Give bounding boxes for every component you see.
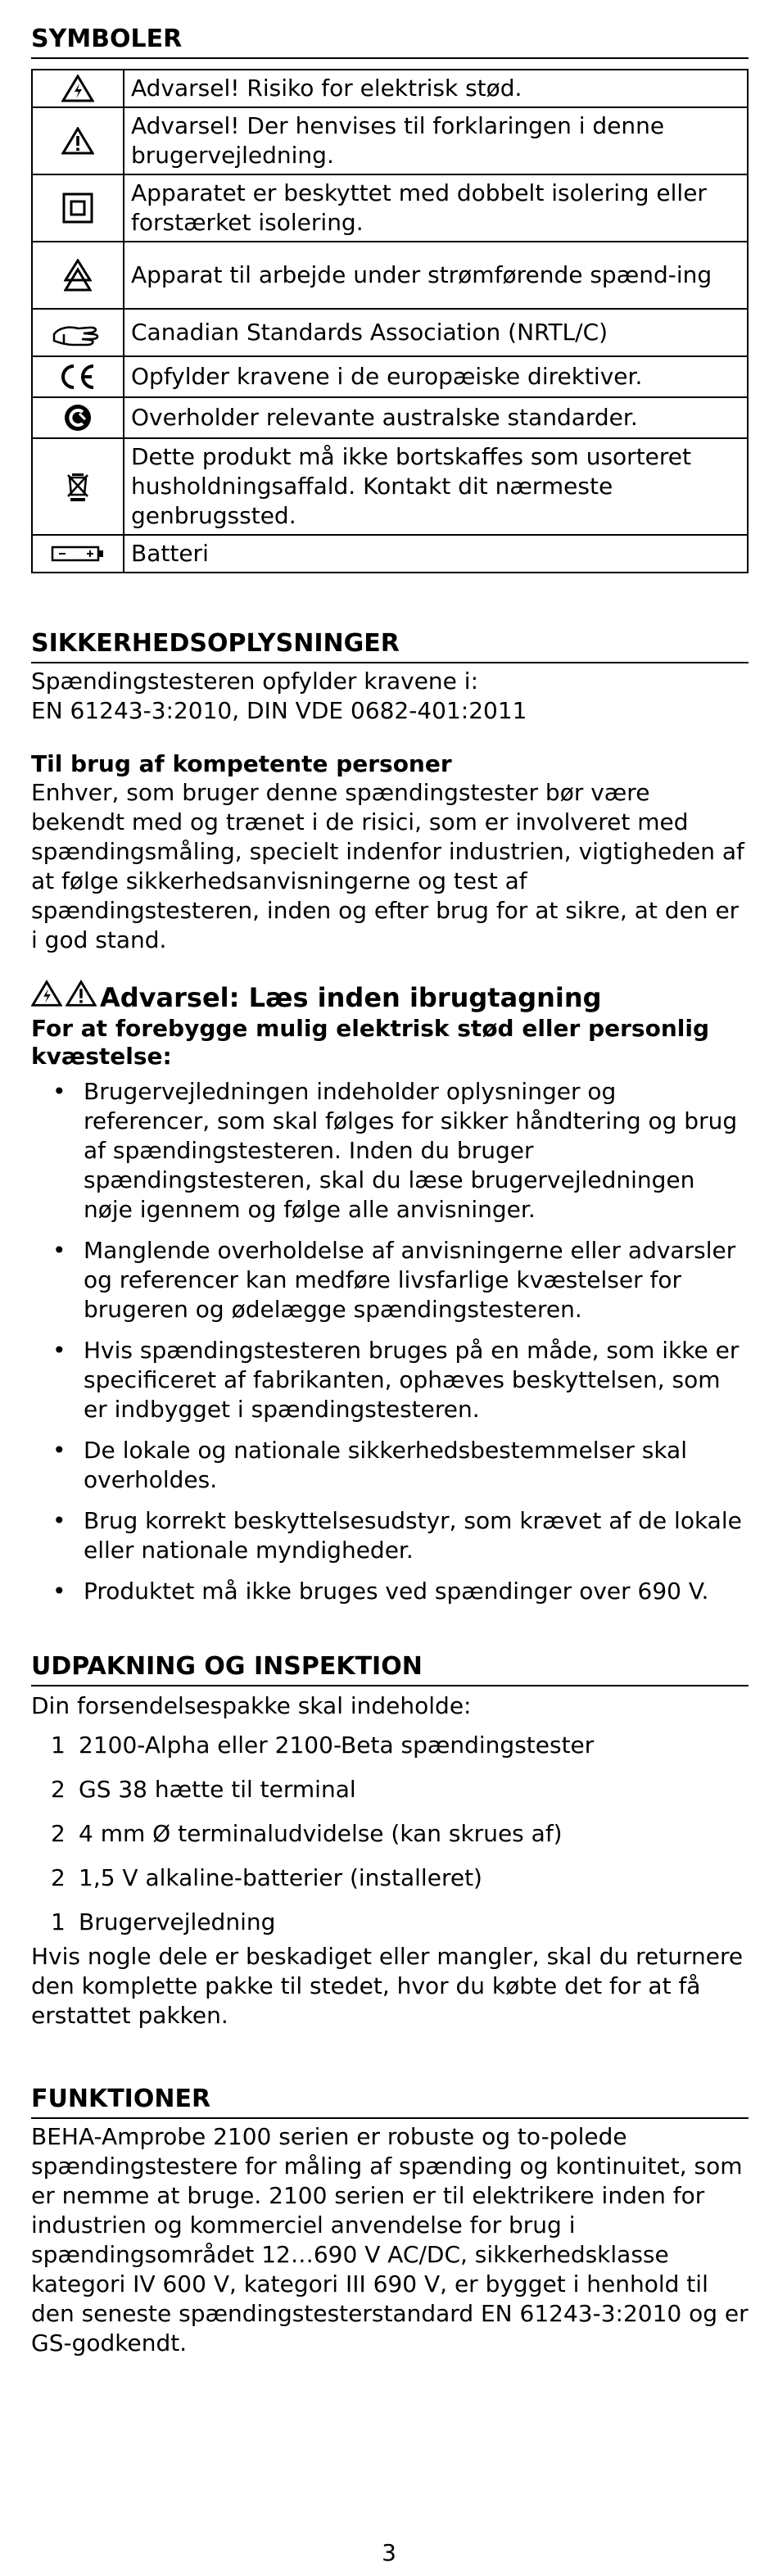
- item-text: GS 38 hætte til terminal: [79, 1776, 356, 1803]
- item-text: Brugervejledning: [79, 1908, 276, 1935]
- functions-title: FUNKTIONER: [31, 2085, 749, 2119]
- item-quantity: 2: [51, 1820, 66, 1847]
- list-item-text: Brugervejledningen indeholder oplysninger og referencer, som skal følges for sikker håndtering og brug af spændingstesteren. Inden du bruger spændingstesteren, skal du læse brugervejledningen nøje igennem og følge alle anvisninger.: [84, 1078, 738, 1223]
- list-item-text: Manglende overholdelse af anvisningerne eller advarsler og referencer kan medføre livsfarlige kvæstelser for brugeren og ødelægge spændingstesteren.: [84, 1237, 736, 1323]
- list-item-text: Hvis spændingstesteren bruges på en måde, som ikke er specificeret af fabrikanten, ophæves beskyttelsen, som er indbygget i spændingstesteren.: [84, 1337, 740, 1423]
- list-item: [31, 1577, 749, 1606]
- list-item: [31, 1077, 749, 1225]
- symbol-row: [32, 397, 748, 438]
- safety-title: SIKKERHEDSOPLYSNINGER: [31, 629, 749, 663]
- list-item: [31, 1731, 749, 1760]
- symbol-row: [32, 70, 748, 107]
- symbol-text: Overholder relevante australske standarder.: [124, 397, 748, 438]
- safety-intro-line: Spændingstesteren opfylder kravene i:: [31, 668, 479, 695]
- symbol-text: Advarsel! Der henvises til forklaringen i denne brugervejledning.: [124, 107, 748, 174]
- bullet-marker: •: [52, 1507, 66, 1534]
- live-work-triangle-icon: [33, 259, 123, 292]
- warning-heading-text: Advarsel: Læs inden ibrugtagning: [100, 981, 602, 1013]
- item-text: 4 mm Ø terminaludvidelse (kan skrues af): [79, 1820, 563, 1847]
- competent-text: Enhver, som bruger denne spændingstester bør være bekendt med og trænet i de risici, som er involveret med spændingsmåling, specielt indenfor industrien, vigtigheden af at følge sikkerhedsanvisningerne og test af spændingstesteren, inden og efter brug for at sikre, at den er i god stand.: [31, 779, 744, 953]
- bullet-marker: •: [52, 1578, 66, 1605]
- bullet-marker: •: [52, 1437, 66, 1464]
- safety-standards-line: EN 61243-3:2010, DIN VDE 0682-401:2011: [31, 697, 527, 724]
- symbol-text: Batteri: [124, 535, 748, 573]
- csa-mark-icon: [33, 316, 123, 349]
- symbol-row: [32, 309, 748, 356]
- warning-subheading: For at forebygge mulig elektrisk stød eller personlig kvæstelse:: [31, 1015, 709, 1070]
- list-item-text: Brug korrekt beskyttelsesudstyr, som krævet af de lokale eller nationale myndigheder.: [84, 1507, 742, 1564]
- warning-triangle-exclamation-icon: [66, 980, 100, 1015]
- unpacking-intro: Din forsendelsespakke skal indeholde:: [31, 1692, 472, 1719]
- symbol-row: [32, 174, 748, 242]
- symbol-text: Apparat til arbejde under strømførende spænd-ing: [124, 242, 748, 309]
- page-number: 3: [382, 2539, 396, 2566]
- competent-heading: Til brug af kompetente personer: [31, 750, 452, 777]
- symbol-row: [32, 438, 748, 535]
- symbols-title: SYMBOLER: [31, 25, 749, 59]
- list-item: [31, 1775, 749, 1804]
- c-tick-mark-icon: [33, 403, 123, 432]
- manual-page: [31, 25, 749, 2358]
- warning-triangle-lightning-icon: [31, 980, 66, 1015]
- list-item: [31, 1336, 749, 1424]
- double-insulation-icon: [33, 192, 123, 224]
- symbol-text: Opfylder kravene i de europæiske direktiver.: [124, 356, 748, 397]
- functions-text: BEHA-Amprobe 2100 serien er robuste og to-polede spændingstestere for måling af spænding og kontinuitet, som er nemme at bruge. 2100 serien er til elektrikere inden for industrien og kommerciel anvendelse for brug i spændingsområdet 12…690 V AC/DC, sikkerhedsklasse kategori IV 600 V, kategori III 690 V, er bygget i henhold til den seneste spændingstesterstandard EN 61243-3:2010 og er GS-godkendt.: [31, 2123, 749, 2356]
- item-text: 1,5 V alkaline-batterier (installeret): [79, 1864, 482, 1891]
- list-item-text: De lokale og nationale sikkerhedsbestemmelser skal overholdes.: [84, 1437, 687, 1493]
- symbol-text: Advarsel! Risiko for elektrisk stød.: [124, 70, 748, 107]
- safety-bullet-list: [31, 1077, 749, 1606]
- ce-mark-icon: [33, 363, 123, 391]
- list-item: [31, 1506, 749, 1565]
- list-item: [31, 1436, 749, 1495]
- item-quantity: 2: [51, 1864, 66, 1891]
- warning-triangle-exclamation-icon: [33, 127, 123, 155]
- list-item: [31, 1236, 749, 1324]
- symbol-text: Apparatet er beskyttet med dobbelt isolering eller forstærket isolering.: [124, 174, 748, 242]
- list-item: [31, 1819, 749, 1849]
- symbol-row: [32, 535, 748, 573]
- symbol-row: [32, 107, 748, 174]
- unpacking-outro: Hvis nogle dele er beskadiget eller mangler, skal du returnere den komplette pakke til stedet, hvor du købte det for at få erstattet pakken.: [31, 1943, 744, 2029]
- symbol-text: Dette produkt må ikke bortskaffes som usorteret husholdningsaffald. Kontakt dit nærmeste genbrugssted.: [124, 438, 748, 535]
- symbol-row: [32, 242, 748, 309]
- item-text: 2100-Alpha eller 2100-Beta spændingstester: [79, 1732, 595, 1759]
- bullet-marker: •: [52, 1078, 66, 1105]
- bullet-marker: •: [52, 1337, 66, 1364]
- list-item-text: Produktet må ikke bruges ved spændinger over 690 V.: [84, 1578, 709, 1605]
- list-item: [31, 1863, 749, 1893]
- crossed-bin-icon: [33, 470, 123, 503]
- warning-triangle-lightning-icon: [33, 75, 123, 102]
- bullet-marker: •: [52, 1237, 66, 1264]
- symbol-text: Canadian Standards Association (NRTL/C): [124, 309, 748, 356]
- item-quantity: 2: [51, 1776, 66, 1803]
- unpacking-title: UDPAKNING OG INSPEKTION: [31, 1652, 749, 1686]
- item-quantity: 1: [51, 1908, 66, 1935]
- symbol-row: [32, 356, 748, 397]
- package-contents-list: [31, 1731, 749, 1937]
- symbols-table: [31, 69, 749, 573]
- warning-heading: [31, 980, 749, 1015]
- battery-icon: [33, 544, 123, 564]
- item-quantity: 1: [51, 1732, 66, 1759]
- list-item: [31, 1908, 749, 1937]
